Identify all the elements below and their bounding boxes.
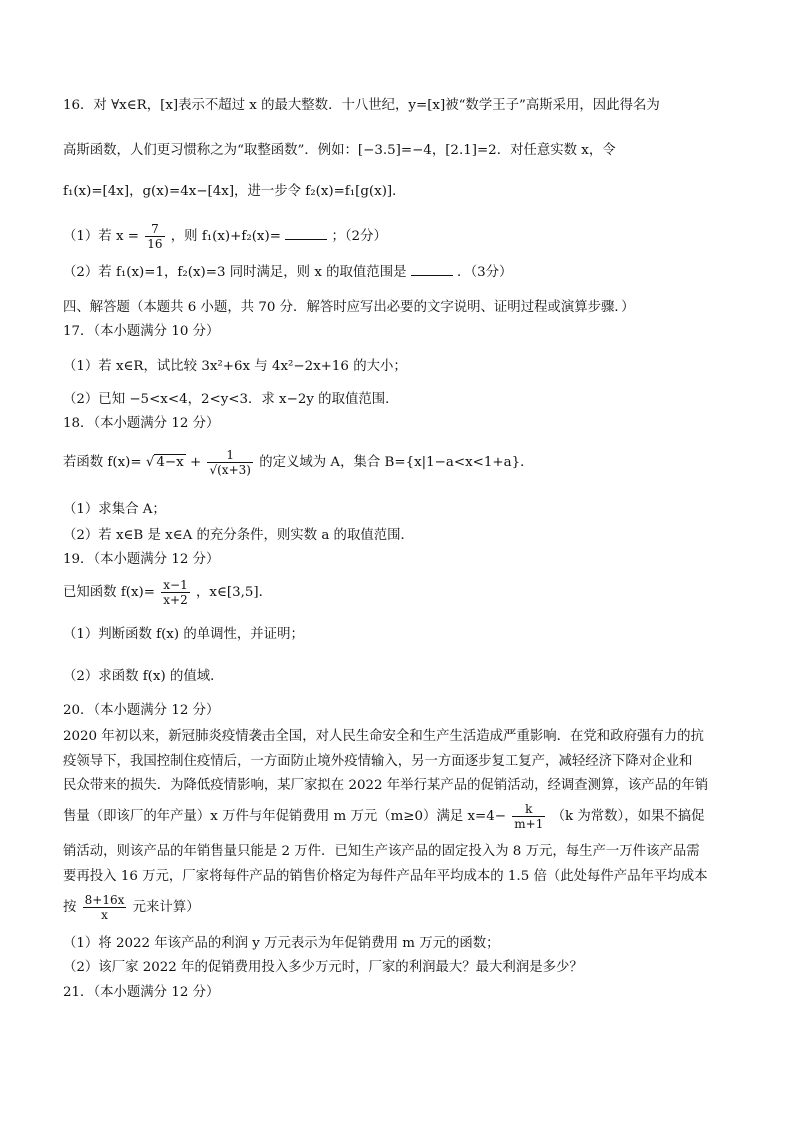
q16-part2 [63, 263, 733, 283]
q18-stem-pre: 若函数 f(x)= √ [63, 455, 155, 470]
q20-line7-fraction [83, 893, 127, 922]
q18-stem-fraction [207, 448, 252, 477]
q19-stem-fraction [161, 578, 189, 607]
q19-head: 19．（本小题满分 12 分） [63, 552, 220, 567]
section-four-heading: 四、解答题（本题共 6 小题，共 70 分．解答时应写出必要的文字说明、证明过程或演算步骤．） [63, 300, 635, 315]
q17-part1: （1）若 x∈R，试比较 3x²+6x 与 4x²−2x+16 的大小； [63, 359, 407, 374]
q17-head: 17．（本小题满分 10 分） [63, 324, 220, 339]
q20-line2: 疫领导下，我国控制住疫情后，一方面防止境外疫情输入，另一方面逐步复工复产，减轻经济下降对企业和 [63, 754, 693, 769]
q19-stem-num: x−1 [163, 578, 188, 592]
q18-stem-den: √(x+3) [209, 463, 251, 477]
q19-stem-den: x+2 [163, 593, 188, 607]
q20-line7-num: 8+16x [84, 893, 125, 907]
q19-part1: （1）判断函数 f(x) 的单调性，并证明； [63, 627, 304, 642]
q16-part1-end: ；（2分） [331, 229, 387, 244]
q18-stem-num: 1 [207, 448, 252, 463]
q18-stem-post: 的定义域为 A，集合 B={x|1−a<x<1+a}． [259, 455, 534, 470]
q20-line4 [63, 800, 733, 834]
q18-part2: （2）若 x∈B 是 x∈A 的充分条件，则实数 a 的取值范围． [63, 528, 414, 543]
q20-part2: （2）该厂家 2022 年的促销费用投入多少万元时，厂家的利润最大？最大利润是多少？ [63, 960, 583, 975]
q19-stem [63, 577, 733, 609]
q16-line1: 16．对 ∀x∈R，[x]表示不超过 x 的最大整数．十八世纪，y=[x]被“数学王子”高斯采用，因此得名为 [63, 98, 660, 113]
q20-line7-pre: 按 [63, 900, 77, 915]
q16-part2-blank [411, 263, 453, 276]
q19-stem-post: ，x∈[3,5]． [196, 585, 272, 600]
q16-part1-num: 7 [145, 222, 164, 237]
q20-part1: （1）将 2022 年该产品的利润 y 万元表示为年促销费用 m 万元的函数； [63, 936, 500, 951]
q16-part1-den: 16 [147, 237, 163, 251]
q19-part2: （2）求函数 f(x) 的值域． [63, 669, 224, 684]
q18-part1: （1）求集合 A； [63, 502, 166, 517]
q16-part1-post: ，则 f₁(x)+f₂(x)= [170, 229, 281, 244]
q18-stem-plus: + [189, 455, 202, 470]
q20-line4-post: （k 为常数），如果不搞促 [551, 809, 705, 824]
q18-stem [63, 448, 733, 478]
q16-part1 [63, 222, 733, 251]
q18-stem-radicand: 4−x [156, 455, 184, 470]
q16-line2: 高斯函数，人们更习惯称之为“取整函数”．例如：[−3.5]=−4，[2.1]=2．对任意实数 x，令 [63, 143, 616, 158]
q16-part1-pre: （1）若 x = [63, 229, 139, 244]
q20-line7-post: 元来计算） [132, 900, 200, 915]
q20-line7-den: x [101, 908, 108, 922]
q20-line6: 要再投入 16 万元，厂家将每件产品的销售价格定为每件产品年平均成本的 1.5 倍（此处每件产品年平均成本 [63, 869, 708, 884]
q20-line4-num: k [512, 802, 545, 817]
q16-part1-fraction [145, 222, 164, 251]
q20-line4-den: m+1 [514, 817, 544, 831]
q16-part1-blank [285, 227, 327, 240]
q16-part2-pre: （2）若 f₁(x)=1，f₂(x)=3 同时满足，则 x 的取值范围是 [63, 265, 407, 280]
q20-line1: 2020 年初以来，新冠肺炎疫情袭击全国，对人民生命安全和生产生活造成严重影响．在党和政府强有力的抗 [63, 729, 704, 744]
q18-head: 18．（本小题满分 12 分） [63, 416, 220, 431]
q20-head: 20．（本小题满分 12 分） [63, 703, 220, 718]
q20-line4-pre: 售量（即该厂的年产量）x 万件与年促销费用 m 万元（m≥0）满足 x=4− [63, 809, 506, 824]
q17-part2: （2）已知 −5<x<4，2<y<3．求 x−2y 的取值范围． [63, 392, 399, 407]
q19-stem-pre: 已知函数 f(x)= [63, 585, 155, 600]
q20-line3: 民众带来的损失．为降低疫情影响，某厂家拟在 2022 年举行某产品的促销活动，经调查测算，该产品的年销 [63, 778, 709, 793]
q20-line5: 销活动，则该产品的年销售量只能是 2 万件．已知生产该产品的固定投入为 8 万元，每生产一万件该产品需 [63, 844, 700, 859]
q20-line7 [63, 891, 733, 925]
q16-part2-end: ．（3分） [457, 265, 513, 280]
q16-line3: f₁(x)=[4x]，g(x)=4x−[4x]，进一步令 f₂(x)=f₁[g(x)]． [63, 184, 406, 199]
q20-line4-fraction [512, 802, 545, 831]
q21-head: 21．（本小题满分 12 分） [63, 985, 220, 1000]
